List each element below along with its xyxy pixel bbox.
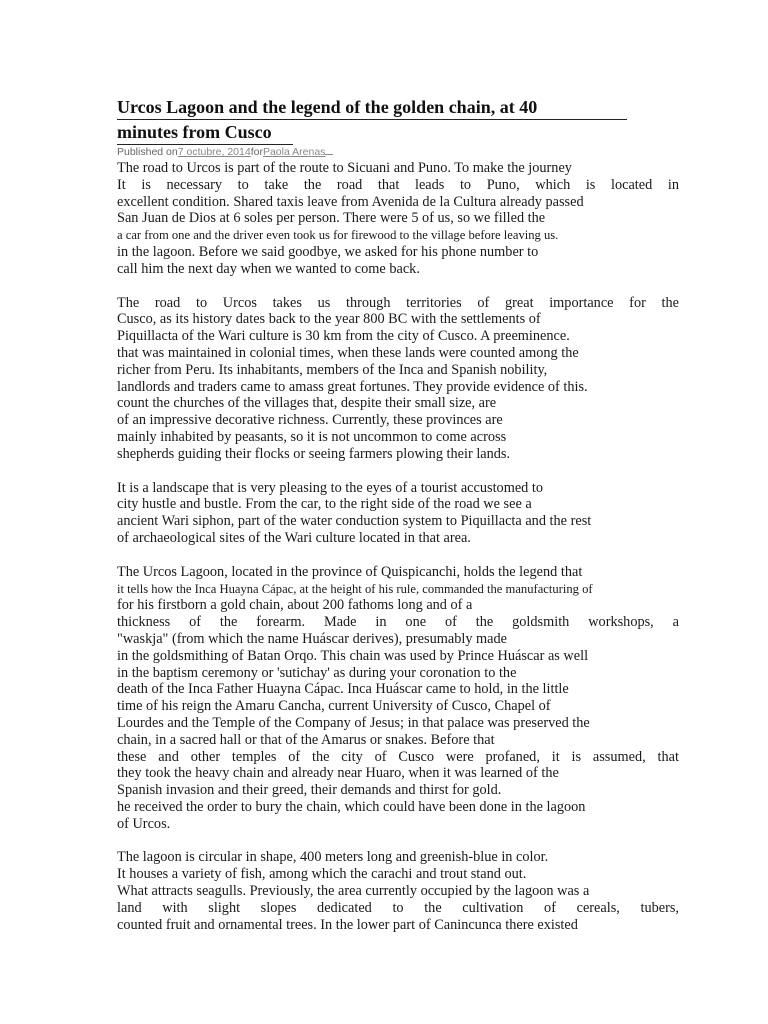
for-label: for: [250, 146, 263, 158]
paragraph-line: land with slight slopes dedicated to the cultivation of cereals, tubers,: [117, 899, 679, 916]
paragraph-line: What attracts seagulls. Previously, the area currently occupied by the lagoon was a: [117, 883, 590, 900]
paragraph-line: It is necessary to take the road that leads to Puno, which is located in: [117, 176, 679, 193]
paragraph-line: that was maintained in colonial times, when these lands were counted among the: [117, 344, 579, 361]
paragraph-line: mainly inhabited by peasants, so it is not uncommon to come across: [117, 428, 507, 445]
paragraph-line: The lagoon is circular in shape, 400 meters long and greenish-blue in color.: [117, 849, 549, 866]
paragraph-line: he received the order to bury the chain, which could have been done in the lagoon: [117, 798, 586, 815]
meta-underline: [325, 145, 333, 155]
paragraph-5: [117, 849, 679, 933]
paragraph-2: [117, 295, 679, 463]
paragraph-line: Spanish invasion and their greed, their demands and thirst for gold.: [117, 782, 502, 799]
paragraph-line: landlords and traders came to amass great fortunes. They provide evidence of this.: [117, 378, 588, 395]
paragraph-line: excellent condition. Shared taxis leave from Avenida de la Cultura already passed: [117, 193, 584, 210]
paragraph-line: it tells how the Inca Huayna Cápac, at the height of his rule, commanded the manufacturing of: [117, 581, 593, 596]
paragraph-line: The Urcos Lagoon, located in the province of Quispicanchi, holds the legend that: [117, 563, 583, 580]
published-label: Published on: [117, 146, 178, 158]
paragraph-line: city hustle and bustle. From the car, to the right side of the road we see a: [117, 496, 532, 513]
article-meta: [117, 145, 679, 159]
paragraph-line: of an impressive decorative richness. Currently, these provinces are: [117, 412, 503, 429]
article: [117, 95, 679, 950]
article-title-line-1: Urcos Lagoon and the legend of the golden chain, at 40: [117, 95, 627, 120]
paragraph-line: they took the heavy chain and already near Huaro, when it was learned of the: [117, 765, 559, 782]
paragraph-line: San Juan de Dios at 6 soles per person. There were 5 of us, so we filled the: [117, 210, 546, 227]
paragraph-line: Piquillacta of the Wari culture is 30 km from the city of Cusco. A preeminence.: [117, 328, 570, 345]
article-title-line-2: minutes from Cusco: [117, 120, 293, 145]
paragraph-line: in the baptism ceremony or 'sutichay' as during your coronation to the: [117, 664, 517, 681]
paragraph-line: "waskja" (from which the name Huáscar derives), presumably made: [117, 630, 508, 647]
paragraph-line: Lourdes and the Temple of the Company of Jesus; in that palace was preserved the: [117, 714, 590, 731]
paragraph-line: time of his reign the Amaru Cancha, current University of Cusco, Chapel of: [117, 698, 551, 715]
paragraph-line: death of the Inca Father Huayna Cápac. Inca Huáscar came to hold, in the little: [117, 681, 569, 698]
paragraph-line: of archaeological sites of the Wari culture located in that area.: [117, 529, 471, 546]
paragraph-line: call him the next day when we wanted to come back.: [117, 260, 420, 277]
paragraph-line: in the lagoon. Before we said goodbye, we asked for his phone number to: [117, 243, 539, 260]
paragraph-3: [117, 480, 679, 547]
paragraph-line: Cusco, as its history dates back to the year 800 BC with the settlements of: [117, 311, 541, 328]
published-date-link[interactable]: 7 octubre, 2014: [177, 146, 251, 158]
paragraph-line: shepherds guiding their flocks or seeing farmers plowing their lands.: [117, 445, 511, 462]
paragraph-line: The road to Urcos is part of the route to Sicuani and Puno. To make the journey: [117, 160, 572, 176]
paragraph-line: counted fruit and ornamental trees. In the lower part of Canincunca there existed: [117, 916, 578, 933]
paragraph-line: It is a landscape that is very pleasing to the eyes of a tourist accustomed to: [117, 479, 544, 496]
paragraph-line: It houses a variety of fish, among which the carachi and trout stand out.: [117, 866, 527, 883]
paragraph-line: thickness of the forearm. Made in one of the goldsmith workshops, a: [117, 614, 679, 631]
paragraph-line: The road to Urcos takes us through territories of great importance for the: [117, 294, 679, 311]
paragraph-line: chain, in a sacred hall or that of the Amarus or snakes. Before that: [117, 731, 495, 748]
paragraph-line: a car from one and the driver even took us for firewood to the village before leaving us.: [117, 228, 559, 243]
paragraph-line: count the churches of the villages that, despite their small size, are: [117, 395, 497, 412]
paragraph-line: for his firstborn a gold chain, about 200 fathoms long and of a: [117, 597, 473, 614]
author-link[interactable]: Paola Arenas: [262, 146, 326, 158]
paragraph-line: of Urcos.: [117, 815, 171, 832]
article-title: [117, 95, 679, 145]
paragraph-line: richer from Peru. Its inhabitants, members of the Inca and Spanish nobility,: [117, 361, 548, 378]
paragraph-line: in the goldsmithing of Batan Orqo. This chain was used by Prince Huáscar as well: [117, 647, 589, 664]
paragraph-line: ancient Wari siphon, part of the water conduction system to Piquillacta and the rest: [117, 513, 592, 530]
paragraph-1: [117, 160, 679, 278]
paragraph-line: these and other temples of the city of Cusco were profaned, it is assumed, that: [117, 748, 679, 765]
paragraph-4: [117, 564, 679, 833]
